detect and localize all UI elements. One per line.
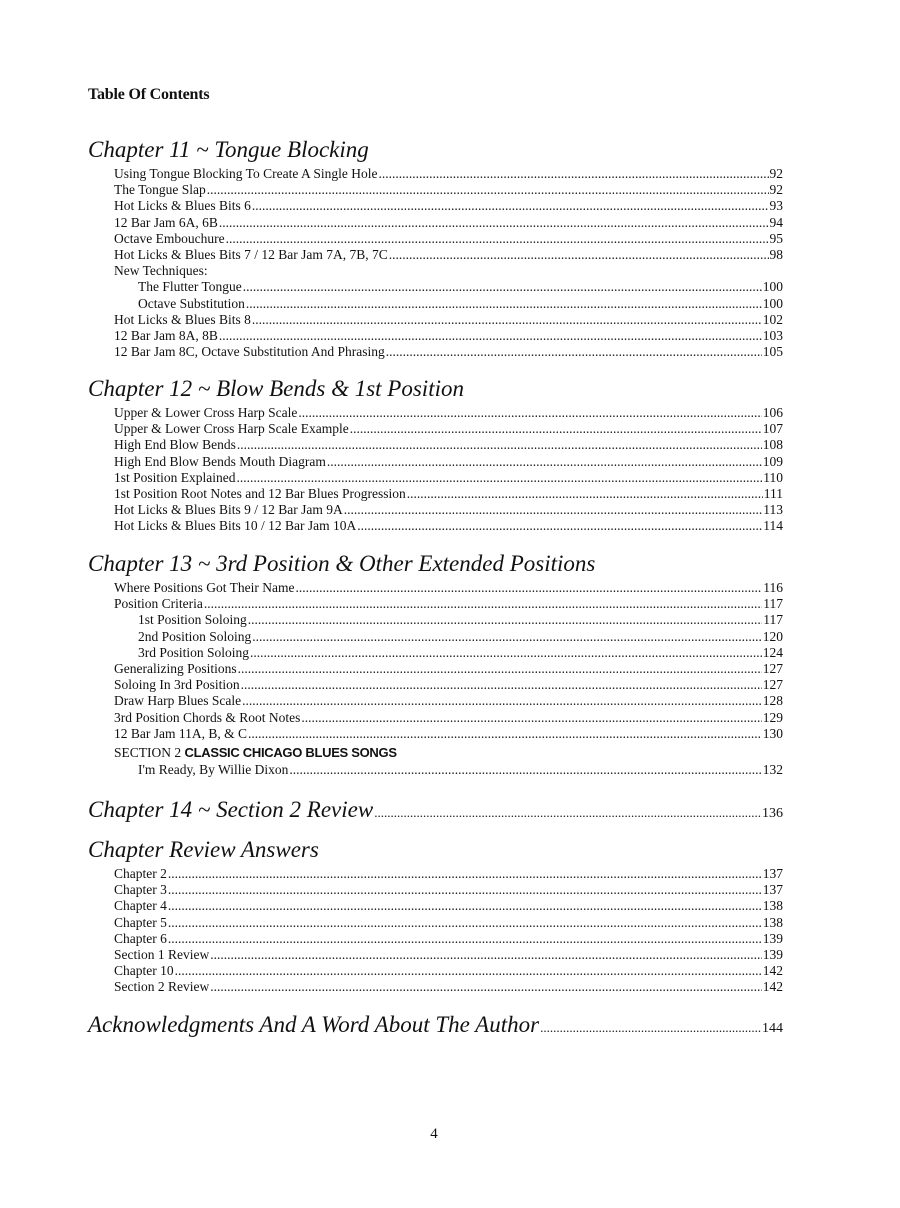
chapter-title	[88, 1011, 783, 1043]
toc-entry[interactable]	[114, 947, 783, 963]
toc-entry[interactable]	[114, 693, 783, 709]
toc-entry[interactable]	[114, 645, 783, 661]
dot-leader	[389, 247, 769, 263]
section-2-title: CLASSIC CHICAGO BLUES SONGS	[184, 745, 397, 761]
toc-entry[interactable]	[114, 421, 783, 437]
toc-entry[interactable]	[114, 486, 783, 502]
page-title: Table Of Contents	[88, 86, 210, 103]
toc-entry-title: High End Blow Bends Mouth Diagram	[114, 453, 326, 469]
toc-entry-title: Section 2 Review	[114, 979, 210, 995]
toc-entry-page: 95	[769, 230, 783, 246]
toc-entry[interactable]	[114, 710, 783, 726]
toc-entry-page: 138	[762, 898, 783, 914]
toc-entry[interactable]	[114, 661, 783, 677]
dot-leader	[252, 312, 762, 328]
toc-entry-title: Chapter 3	[114, 882, 167, 898]
toc-entry-title: Chapter 5	[114, 914, 167, 930]
toc-entry-title: 1st Position Root Notes and 12 Bar Blues Progression	[114, 486, 406, 502]
toc-entry-page: 113	[763, 502, 783, 518]
toc-entry-page: 137	[762, 882, 783, 898]
toc-entry[interactable]	[114, 502, 783, 518]
toc-subheading-label: New Techniques:	[114, 263, 208, 279]
dot-leader	[248, 612, 762, 628]
toc-entry-page: 100	[762, 295, 783, 311]
toc-entry-title: Chapter 6	[114, 930, 167, 946]
toc-entry-title: Section 1 Review	[114, 947, 210, 963]
page-number: 4	[430, 1126, 438, 1142]
toc-entry-title: Generalizing Positions	[114, 661, 237, 677]
dot-leader	[298, 405, 761, 421]
toc-entry-title: Hot Licks & Blues Bits 7 / 12 Bar Jam 7A, 7B, 7C	[114, 247, 388, 263]
chapter-14-section[interactable]	[88, 796, 783, 830]
toc-entry-title: Hot Licks & Blues Bits 6	[114, 198, 251, 214]
chapter-page: 144	[762, 1021, 783, 1036]
toc-entry[interactable]	[114, 518, 783, 534]
toc-entry-title: 3rd Position Soloing	[138, 644, 250, 660]
dot-leader	[243, 279, 762, 295]
toc-entry-title: Upper & Lower Cross Harp Scale	[114, 405, 298, 420]
dot-leader	[252, 629, 761, 645]
toc-entry[interactable]	[114, 963, 783, 979]
toc-entry-page: 92	[769, 182, 783, 198]
toc-entry-title: High End Blow Bends	[114, 437, 236, 453]
section-2-heading	[114, 744, 783, 762]
toc-entry[interactable]	[114, 726, 783, 742]
toc-entry-page: 106	[762, 405, 783, 420]
toc-entry-title: Where Positions Got Their Name	[114, 580, 295, 595]
toc-entry-page: 137	[762, 866, 783, 881]
dot-leader	[210, 947, 762, 963]
chapter-title: Chapter Review Answers	[88, 837, 319, 862]
toc-entry-page: 111	[763, 486, 783, 502]
chapter-12-section	[88, 375, 783, 535]
toc-entry[interactable]	[114, 405, 783, 421]
toc-entry-title: 1st Position Soloing	[138, 612, 247, 628]
chapter-title-text: Chapter 14 ~ Section 2 Review	[88, 797, 374, 822]
toc-entry-title: Chapter 2	[114, 866, 167, 881]
toc-entry-title: 12 Bar Jam 6A, 6B	[114, 214, 218, 230]
dot-leader	[248, 726, 762, 742]
toc-entry[interactable]	[114, 437, 783, 453]
toc-entry-page: 114	[763, 518, 783, 534]
toc-entry-page: 100	[762, 279, 783, 295]
toc-entry-page: 102	[762, 311, 783, 327]
chapter-page: 136	[762, 806, 783, 821]
dot-leader	[242, 693, 762, 709]
dot-leader	[219, 215, 769, 231]
dot-leader	[237, 437, 762, 453]
dot-leader	[226, 231, 769, 247]
dot-leader	[168, 898, 762, 914]
dot-leader	[374, 799, 761, 827]
toc-entry-page: 116	[763, 580, 783, 595]
dot-leader	[540, 1014, 761, 1042]
toc-entry-page: 142	[762, 963, 783, 979]
toc-entry-title: Hot Licks & Blues Bits 8	[114, 311, 251, 327]
toc-entry-title: The Flutter Tongue	[138, 279, 242, 295]
toc-entry-page: 107	[762, 421, 783, 437]
toc-subheading	[114, 263, 783, 279]
dot-leader	[327, 454, 762, 470]
chapter-title: Chapter 11 ~ Tongue Blocking	[88, 137, 369, 162]
toc-entry[interactable]	[114, 915, 783, 931]
dot-leader	[407, 486, 763, 502]
toc-entry-title: 12 Bar Jam 8C, Octave Substitution And Phrasing	[114, 344, 385, 360]
dot-leader	[301, 710, 761, 726]
toc-entry-title: Hot Licks & Blues Bits 9 / 12 Bar Jam 9A	[114, 502, 343, 518]
toc-entry-title: I'm Ready, By Willie Dixon	[138, 762, 289, 778]
toc-entry[interactable]	[114, 247, 783, 263]
toc-entry-page: 93	[769, 198, 783, 214]
toc-entry[interactable]	[114, 328, 783, 344]
toc-entry-page: 92	[769, 166, 783, 181]
toc-entry-title: 2nd Position Soloing	[138, 628, 252, 644]
toc-entry[interactable]	[114, 866, 783, 882]
toc-entry-page: 139	[762, 947, 783, 963]
toc-entry-page: 103	[762, 328, 783, 344]
dot-leader	[357, 518, 762, 534]
toc-entry-title: The Tongue Slap	[114, 182, 206, 198]
chapter-title	[88, 796, 783, 828]
chapter-11-section	[88, 136, 783, 360]
toc-entry[interactable]	[114, 166, 783, 182]
toc-entry[interactable]	[114, 296, 783, 312]
dot-leader	[289, 762, 761, 778]
toc-entry-page: 129	[762, 709, 783, 725]
dot-leader	[241, 677, 762, 693]
toc-entry[interactable]	[114, 182, 783, 198]
toc-entry[interactable]	[114, 898, 783, 914]
toc-entry[interactable]	[114, 198, 783, 214]
toc-entry[interactable]	[114, 762, 783, 778]
toc-entry[interactable]	[114, 979, 783, 995]
toc-entry-page: 142	[762, 979, 783, 995]
toc-entry-title: Octave Embouchure	[114, 230, 225, 246]
toc-entry-title: Position Criteria	[114, 596, 203, 612]
dot-leader	[219, 328, 762, 344]
toc-entry[interactable]	[114, 454, 783, 470]
toc-entry[interactable]	[114, 470, 783, 486]
toc-entry-title: Chapter 4	[114, 898, 167, 914]
toc-entry-page: 127	[762, 677, 783, 693]
toc-entry-title: Upper & Lower Cross Harp Scale Example	[114, 421, 349, 437]
review-answers-section	[88, 836, 783, 996]
toc-entry-page: 109	[762, 453, 783, 469]
dot-leader	[207, 182, 769, 198]
toc-entry-page: 132	[762, 762, 783, 778]
toc-entry-page: 128	[762, 693, 783, 709]
toc-entry-page: 139	[762, 930, 783, 946]
dot-leader	[250, 645, 762, 661]
toc-entry-page: 117	[763, 612, 783, 628]
dot-leader	[168, 866, 762, 882]
toc-entry[interactable]	[114, 312, 783, 328]
dot-leader	[175, 963, 762, 979]
toc-entry-page: 117	[763, 596, 783, 612]
toc-entry[interactable]	[114, 580, 783, 596]
toc-entry[interactable]	[114, 629, 783, 645]
chapter-title-text: Acknowledgments And A Word About The Author	[88, 1012, 540, 1037]
section-2-prefix: SECTION 2	[114, 745, 182, 761]
toc-entry[interactable]	[114, 215, 783, 231]
toc-entry[interactable]	[114, 677, 783, 693]
dot-leader	[204, 596, 762, 612]
toc-entry[interactable]	[114, 279, 783, 295]
toc-entry-title: Draw Harp Blues Scale	[114, 693, 242, 709]
dot-leader	[210, 979, 762, 995]
toc-entry-page: 138	[762, 914, 783, 930]
toc-entry[interactable]	[114, 882, 783, 898]
toc-entry-title: Hot Licks & Blues Bits 10 / 12 Bar Jam 10A	[114, 518, 357, 534]
dot-leader	[168, 931, 762, 947]
chapter-title: Chapter 12 ~ Blow Bends & 1st Position	[88, 376, 464, 401]
toc-entry[interactable]	[114, 344, 783, 360]
toc-entry-title: 12 Bar Jam 8A, 8B	[114, 328, 218, 344]
acknowledgments-section[interactable]	[88, 1011, 783, 1045]
toc-entry-title: 1st Position Explained	[114, 469, 236, 485]
toc-entry-page: 108	[762, 437, 783, 453]
dot-leader	[252, 198, 769, 214]
dot-leader	[246, 296, 762, 312]
toc-entry-page: 110	[763, 469, 783, 485]
toc-entry-title: Chapter 10	[114, 963, 174, 979]
toc-entry-page: 124	[762, 644, 783, 660]
toc-entry[interactable]	[114, 231, 783, 247]
chapter-13-section	[88, 550, 783, 778]
dot-leader	[168, 915, 762, 931]
dot-leader	[238, 661, 762, 677]
toc-entry-page: 94	[769, 214, 783, 230]
toc-entry[interactable]	[114, 612, 783, 628]
toc-entry-title: 3rd Position Chords & Root Notes	[114, 709, 301, 725]
dot-leader	[168, 882, 762, 898]
toc-entry-title: 12 Bar Jam 11A, B, & C	[114, 725, 247, 741]
toc-entry-title: Using Tongue Blocking To Create A Single Hole	[114, 166, 378, 181]
toc-entry[interactable]	[114, 596, 783, 612]
toc-entry-title: Octave Substitution	[138, 295, 245, 311]
dot-leader	[386, 344, 762, 360]
dot-leader	[344, 502, 763, 518]
toc-entry-page: 105	[762, 344, 783, 360]
toc-entry-title: Soloing In 3rd Position	[114, 677, 240, 693]
toc-entry-page: 98	[769, 247, 783, 263]
dot-leader	[237, 470, 763, 486]
dot-leader	[295, 580, 762, 596]
toc-entry-page: 130	[762, 725, 783, 741]
dot-leader	[350, 421, 762, 437]
chapter-title: Chapter 13 ~ 3rd Position & Other Extended Positions	[88, 551, 596, 576]
dot-leader	[378, 166, 768, 182]
toc-entry-page: 120	[762, 628, 783, 644]
toc-entry[interactable]	[114, 931, 783, 947]
toc-entry-page: 127	[762, 661, 783, 677]
